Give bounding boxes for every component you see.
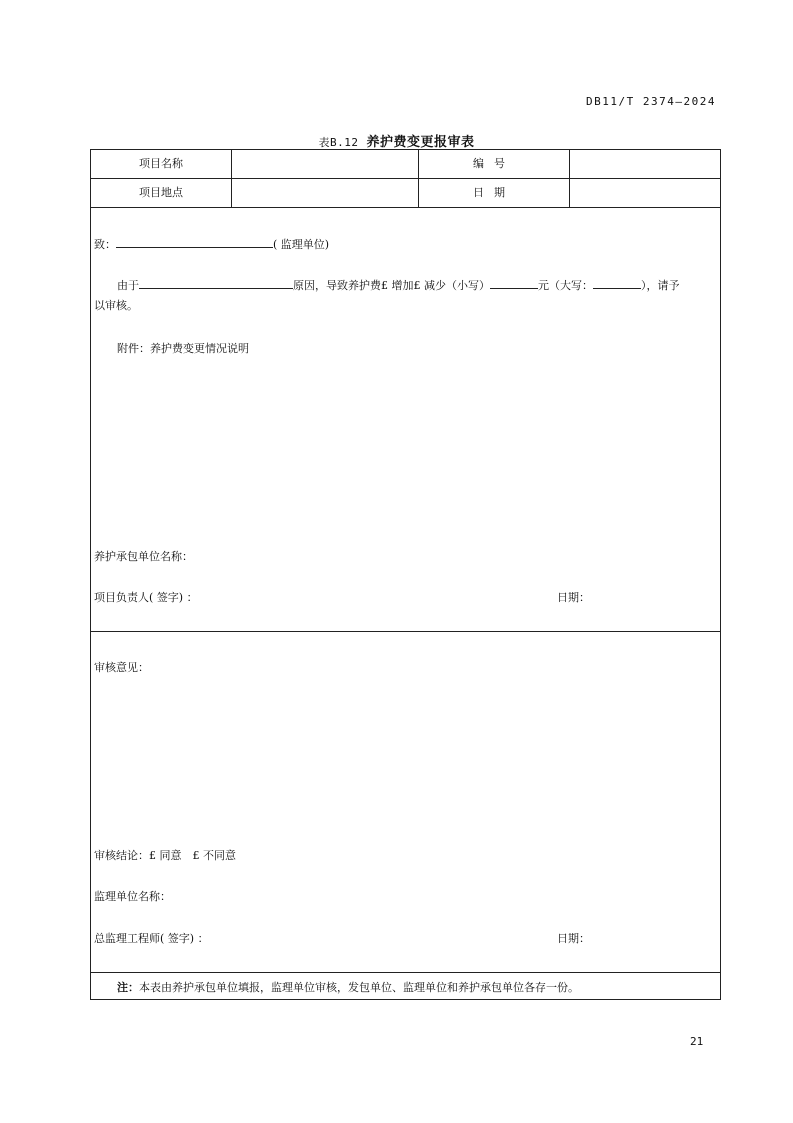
footnote-label: 注：	[117, 981, 139, 994]
amount-uppercase-blank[interactable]	[593, 278, 641, 289]
footnote	[117, 979, 579, 995]
project-name-label: 项目名称	[91, 150, 232, 178]
reason-line	[117, 277, 680, 293]
standard-code: DB11/T 2374—2024	[586, 95, 716, 108]
reason-blank[interactable]	[139, 278, 293, 289]
review-conclusion-options[interactable]: 审核结论：£ 同意 £ 不同意	[94, 849, 236, 862]
form-title	[0, 131, 793, 150]
project-location-label: 项目地点	[91, 179, 232, 207]
to-suffix: ( 监理单位)	[273, 238, 330, 251]
review-opinion-label: 审核意见：	[94, 661, 149, 674]
table-title: 养护费变更报审表	[366, 135, 475, 150]
supervisor-unit-name-label: 监理单位名称：	[94, 890, 171, 903]
chief-engineer-signature-label: 总监理工程师( 签字) ：	[94, 932, 209, 945]
info-row-project-name	[91, 150, 720, 179]
reason-mid-text: 原因，导致养护费£ 增加£ 减少（小写）	[293, 279, 490, 292]
reason-prefix: 由于	[117, 279, 139, 292]
serial-number-label: 编号	[419, 150, 570, 178]
to-prefix: 致：	[94, 238, 116, 251]
amount-unit-text: 元（大写：	[538, 279, 593, 292]
review-form-table	[90, 149, 721, 1000]
reason-end-text: ），请予	[641, 279, 680, 292]
review-date-label: 日期：	[557, 932, 590, 945]
page-number: 21	[690, 1035, 704, 1048]
amount-lowercase-blank[interactable]	[490, 278, 538, 289]
info-row-project-location	[91, 179, 720, 208]
project-name-field[interactable]	[232, 150, 419, 178]
date-header-field[interactable]	[570, 179, 720, 207]
serial-number-field[interactable]	[570, 150, 720, 178]
date-header-label: 日期	[419, 179, 570, 207]
attachment-note: 附件：养护费变更情况说明	[117, 342, 249, 355]
review-section	[91, 632, 720, 973]
footnote-text: 本表由养护承包单位填报，监理单位审核，发包单位、监理单位和养护承包单位各存一份。	[139, 981, 579, 994]
application-section	[91, 208, 720, 632]
contractor-name-label: 养护承包单位名称：	[94, 550, 193, 563]
manager-signature-label: 项目负责人( 签字) ：	[94, 591, 198, 604]
to-line	[94, 236, 329, 252]
project-location-field[interactable]	[232, 179, 419, 207]
application-date-label: 日期：	[557, 591, 590, 604]
reason-line-2: 以审核。	[94, 299, 138, 312]
table-number: 表B.12	[318, 136, 359, 149]
supervisor-unit-blank[interactable]	[116, 237, 273, 248]
